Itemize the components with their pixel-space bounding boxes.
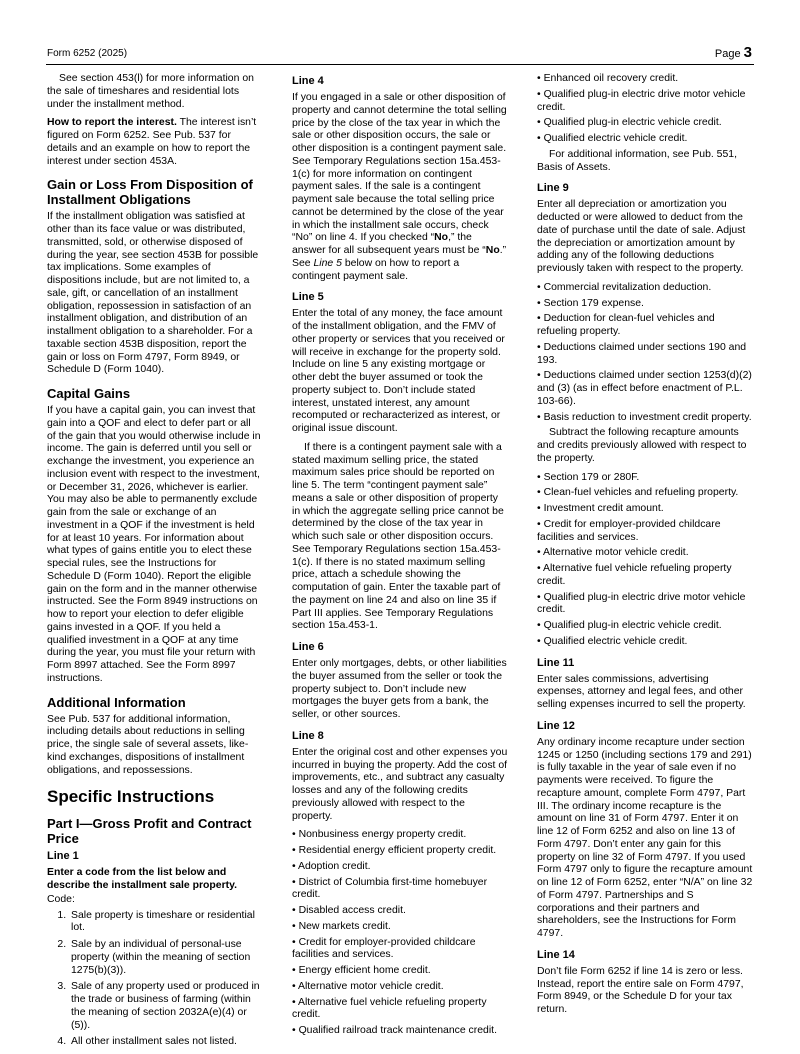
heading-line4: Line 4	[292, 75, 324, 87]
gain-loss-paragraph: If the installment obligation was satisfied at other than its face value or was distributed, transmitted, sold, or otherwise disposed of during the year, see section 453B for possible tax implications. Some examples of dispositions include, but are not limited to, a sale, gift, or cancellation of an installment obligation, repossession in satisfaction of an installment obligation, and distribution of an installment obligation to a shareholder. For a taxable section 453B disposition, report the gain or loss on Form 4797, Form 8949, or Schedule D (Form 1040).	[47, 211, 259, 376]
additional-info-paragraph: See Pub. 537 for additional information, including details about reductions in selling price, the single sale of several assets, like-kind exchanges, dispositions of installment obligations, and repossessions.	[47, 713, 249, 776]
list-item: • District of Columbia first-time homebuyer credit.	[292, 876, 488, 901]
list-item: • Section 179 or 280F.	[537, 471, 640, 483]
line14-paragraph: Don’t file Form 6252 if line 14 is zero or less. Instead, report the entire sale on Form 4797, Form 8949, or the Schedule D for your tax return.	[537, 965, 744, 1015]
interest-paragraph: How to report the interest. The interest isn’t figured on Form 6252. See Pub. 537 for details and an example on how to report the interest under section 453A.	[47, 117, 257, 167]
heading-gain-loss: Gain or Loss From Disposition of Installment Obligations	[47, 177, 253, 208]
code-list	[47, 910, 262, 1050]
line11-paragraph: Enter sales commissions, advertising expenses, attorney and legal fees, and other selling expenses incurred to sell the property.	[537, 673, 746, 710]
heading-capital-gains: Capital Gains	[47, 386, 131, 401]
list-item: • Investment credit amount.	[537, 503, 664, 514]
header-rule	[46, 64, 754, 65]
list-item: • Commercial revitalization deduction.	[537, 281, 712, 293]
list-item: • Qualified railroad track maintenance credit.	[292, 1025, 497, 1036]
list-item: • Qualified plug-in electric drive motor vehicle credit.	[537, 591, 746, 616]
code-label: Code:	[47, 893, 75, 905]
subtract-paragraph: Subtract the following recapture amounts and credits previously allowed with respect to the property.	[537, 427, 747, 464]
list-item: • Qualified plug-in electric vehicle credit.	[537, 117, 722, 129]
line5-contingent-paragraph: If there is a contingent payment sale with a stated maximum selling price, the stated maximum sales price should be reported on line 5. The term “contingent payment sale” means a sale or other disposition of property in which the aggregate selling price cannot be determined by the close of the tax year in which such sale or other disposition occurs. See Temporary Regulations section 15a.453-1(c). If there is no stated maximum selling price, attach a schedule showing the computation of gain. Enter the taxable part of the payment on line 24 and also on line 35 if Part III applies. See Temporary Regulations section 15a.453-1.	[292, 441, 504, 632]
list-item: • Alternative fuel vehicle refueling property credit.	[292, 996, 487, 1021]
list-item: • Section 179 expense.	[537, 297, 644, 309]
interest-lead: How to report the interest.	[47, 117, 177, 129]
list-item: • Alternative motor vehicle credit.	[537, 547, 689, 559]
line6-paragraph: Enter only mortgages, debts, or other liabilities the buyer assumed from the seller or took the property subject to. Don’t include new mortgages the buyer gets from a bank, the seller, or other sources.	[292, 658, 507, 720]
list-item: • Residential energy efficient property credit.	[292, 845, 497, 856]
capital-gains-paragraph: If you have a capital gain, you can invest that gain into a QOF and elect to defer part or all of the gain that you would otherwise include in income. The gain is deferred until you sell or exchange the investment, you experience an inclusion event with respect to the investment, or December 31, 2026, whichever is earlier. You may also be able to permanently exclude gain from the sale or exchange of an investment in a QOF if the investment is held for at least 10 years. For information about what types of gains entitle you to elect these special rules, see the Instructions for Schedule D (Form 1040). Report the eligible gain on the form and in the manner otherwise instructed. See the Form 8949 instructions on how to report your election to defer eligible gains invested in a QOF. If you held a qualified investment in a QOF at any time during the year, you must file your return with Form 8997 attached. See the Form 8997 instructions.	[47, 405, 261, 684]
list-item: • Credit for employer-provided childcare facilities and services.	[537, 518, 721, 543]
line9-paragraph: Enter all depreciation or amortization you deducted or were allowed to deduct from the date of purchase until the date of sale. Adjust the depreciation or amortization amount by adding any of the following deductions previously taken with respect to the property.	[537, 199, 746, 274]
heading-additional-info: Additional Information	[47, 694, 186, 710]
list-item: • Deduction for clean-fuel vehicles and refueling property.	[537, 313, 715, 337]
line4-paragraph: If you engaged in a sale or other disposition of property and cannot determine the total selling price by the close of the tax year in which the sale or other disposition occurs, the sale or other disposition is a contingent payment sale. See Temporary Regulations section 15a.453-1(c) for more information on contingent payment sales. If the sale is a contingent payment sale because the total selling price cannot be determined by the close of the year in which the installment sale occurs, check “No” on line 4. If you checked “No,” the answer for all subsequent years must be “No.” See Line 5 below on how to report a contingent payment sale.	[292, 92, 507, 282]
code-item: 4. All other installment sales not listed.	[69, 1036, 262, 1049]
list-item: • Deductions claimed under section 1253(d)(2) and (3) (as in effect before enactment of P.L. 103-66).	[537, 370, 752, 407]
list-item: • Nonbusiness energy property credit.	[292, 829, 467, 841]
column-1	[47, 73, 262, 1054]
heading-line1: Line 1	[47, 850, 79, 863]
heading-part1: Part I—Gross Profit and Contract Price	[47, 816, 252, 847]
list-item: • Alternative motor vehicle credit.	[292, 980, 444, 992]
page-label: Page	[714, 48, 741, 60]
list-item: • Clean-fuel vehicles and refueling property.	[537, 487, 739, 499]
heading-line6: Line 6	[292, 641, 324, 653]
page-number	[715, 44, 752, 61]
code-item: 3. Sale of any property used or produced in the trade or business of farming (within the meaning of section 2032A(e)(4) or (5)).	[69, 981, 262, 1032]
list-item: • Qualified plug-in electric drive motor vehicle credit.	[537, 88, 746, 113]
list-item: • Qualified electric vehicle credit.	[537, 133, 688, 144]
heading-line8: Line 8	[292, 729, 324, 742]
heading-line5: Line 5	[292, 291, 324, 304]
list-item: • Alternative fuel vehicle refueling property credit.	[537, 563, 732, 587]
list-item: • Adoption credit.	[292, 860, 371, 872]
list-item: • Qualified electric vehicle credit.	[537, 635, 688, 647]
list-item: • Qualified plug-in electric vehicle credit.	[537, 620, 722, 631]
heading-line14: Line 14	[537, 948, 575, 961]
column-2	[292, 73, 508, 1041]
list-item: • Energy efficient home credit.	[292, 965, 431, 976]
code-item: 1. Sale property is timeshare or residential lot.	[69, 910, 262, 936]
page-number-value: 3	[743, 44, 752, 61]
line1-instruction: Enter a code from the list below and describe the installment sale property.	[47, 867, 238, 891]
line8-paragraph: Enter the original cost and other expenses you incurred in buying the property. Add the cost of improvements, etc., and subtract any casualty losses and any of the following credits previously allowed with respect to the property.	[292, 746, 508, 822]
column-3	[537, 73, 753, 1023]
list-item: • Enhanced oil recovery credit.	[537, 73, 679, 84]
heading-line11: Line 11	[537, 656, 575, 669]
list-item: • Credit for employer-provided childcare facilities and services.	[292, 936, 476, 961]
timeshare-paragraph: See section 453(l) for more information on the sale of timeshares and residential lots under the installment method.	[47, 73, 254, 110]
heading-line12: Line 12	[537, 719, 575, 732]
form-id: Form 6252 (2025)	[47, 48, 128, 59]
heading-line9: Line 9	[537, 182, 569, 195]
heading-specific-instructions: Specific Instructions	[47, 787, 215, 807]
line5-paragraph: Enter the total of any money, the face amount of the installment obligation, and the FMV of other property or services that you received or will receive in exchange for the property sold. Include on line 5 any existing mortgage or other debt the buyer assumed or took the property subject to. Don’t include stated interest, unstated interest, any amount recomputed or recharacterized as interest, or original issue discount.	[292, 308, 505, 434]
pub551-paragraph: For additional information, see Pub. 551, Basis of Assets.	[537, 148, 737, 173]
list-item: • New markets credit.	[292, 920, 391, 932]
line12-paragraph: Any ordinary income recapture under section 1245 or 1250 (including sections 179 and 291) is fully taxable in the year of sale even if no payments were received. To figure the recapture amount, complete Form 4797, Part III. The ordinary income recapture is the amount on line 31 of Form 4797. Enter it on line 12 of Form 6252 and also on line 13 of Form 4797. Don’t enter any gain for this property on line 32 of Form 4797. If you used Form 4797 only to figure the recapture amount on line 12 of Form 6252, enter “N/A” on line 32 of Form 4797. Partnerships and S corporations and their partners and shareholders, see the Instructions for Form 4797.	[537, 736, 753, 939]
list-item: • Basis reduction to investment credit property.	[537, 411, 752, 423]
list-item: • Deductions claimed under sections 190 and 193.	[537, 341, 747, 366]
list-item: • Disabled access credit.	[292, 905, 406, 916]
code-item: 2. Sale by an individual of personal-use property (within the meaning of section 1275(b)(3)).	[69, 939, 262, 977]
